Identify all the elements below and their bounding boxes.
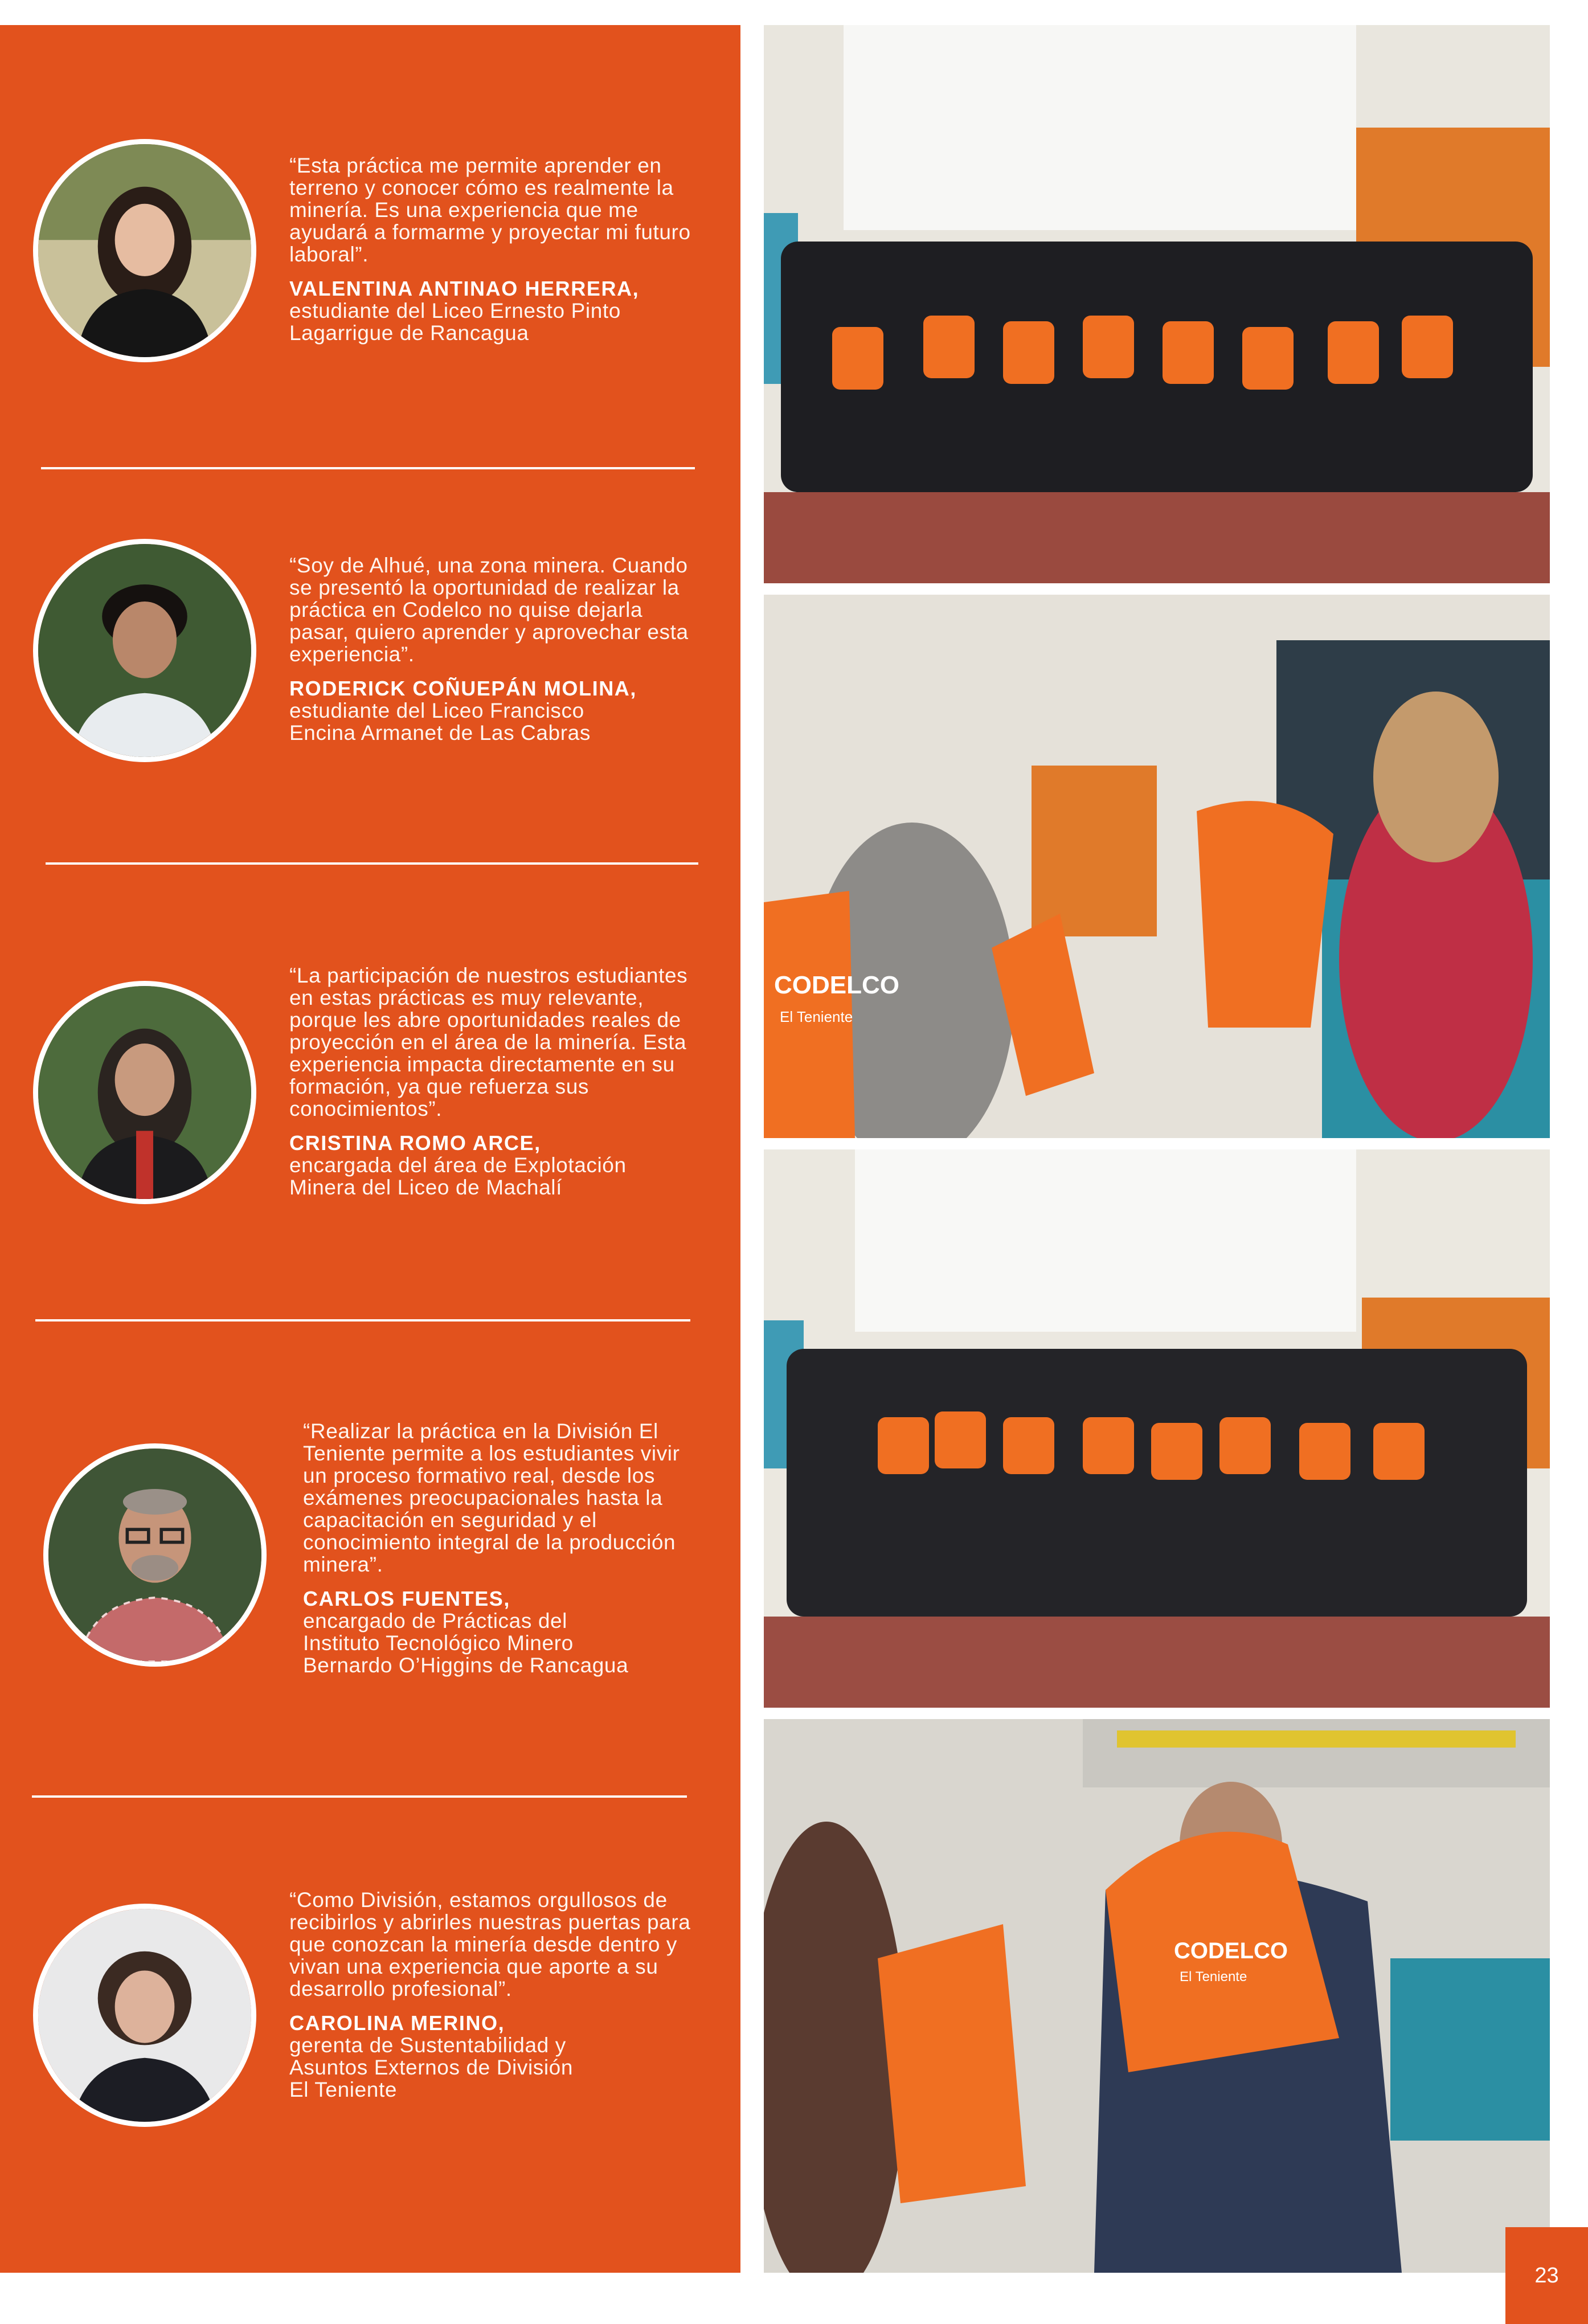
testimonials-panel <box>0 25 740 2273</box>
bag-logo-subtext: El Teniente <box>780 1008 853 1025</box>
portrait-icon <box>38 144 251 357</box>
photo-handover-2 <box>764 1719 1550 2273</box>
avatar-valentina <box>33 139 256 362</box>
person-role: encargada del área de Explotación Minera del Liceo de Machalí <box>289 1153 627 1199</box>
quote-text: “Soy de Alhué, una zona minera. Cuando se presentó la oportunidad de realizar la práctica en Codelco no quise dejarla pasar, quiero aprender y aprovechar esta experiencia”. <box>289 554 689 666</box>
quote-text: “Esta práctica me permite aprender en terreno y conocer cómo es realmente la minería. Es una experiencia que me ayudará a formarme y proyectar mi futuro laboral”. <box>289 154 691 266</box>
quote-block-1 <box>289 154 699 344</box>
bag-logo-subtext: El Teniente <box>1180 1969 1247 1985</box>
portrait-icon <box>38 1909 251 2122</box>
bag-logo-text: CODELCO <box>1174 1938 1288 1963</box>
portrait-icon <box>38 544 251 757</box>
person-name: CAROLINA MERINO, <box>289 2011 505 2035</box>
person-name: CRISTINA ROMO ARCE, <box>289 1131 541 1155</box>
divider-3 <box>35 1319 690 1321</box>
person-role: estudiante del Liceo Ernesto Pinto Lagarrigue de Rancagua <box>289 299 621 345</box>
divider-2 <box>46 862 698 865</box>
group-photo-icon <box>764 1149 1550 1708</box>
bag-handover-photo-icon <box>764 1719 1550 2273</box>
person-role: estudiante del Liceo Francisco Encina Armanet de Las Cabras <box>289 699 591 744</box>
quote-text: “La participación de nuestros estudiantes en estas prácticas es muy relevante, porque les abre oportunidades reales de proyección en el área de la minería. Esta experiencia impacta directamente en su formación, ya que refuerza sus conocimientos”. <box>289 964 688 1120</box>
quote-block-3 <box>289 964 699 1198</box>
photo-handover-1 <box>764 595 1550 1138</box>
quote-block-4 <box>303 1420 702 1676</box>
person-name: CARLOS FUENTES, <box>303 1587 511 1610</box>
avatar-carolina <box>33 1904 256 2127</box>
group-photo-icon <box>764 25 1550 583</box>
person-name: VALENTINA ANTINAO HERRERA, <box>289 277 640 300</box>
divider-4 <box>32 1795 687 1798</box>
quote-block-2 <box>289 554 699 744</box>
avatar-carlos <box>43 1443 267 1667</box>
avatar-roderick <box>33 539 256 762</box>
bag-logo-text: CODELCO <box>774 971 899 999</box>
person-role: encargado de Prácticas del Instituto Tecnológico Minero Bernardo O’Higgins de Rancagua <box>303 1609 629 1677</box>
person-name: RODERICK COÑUEPÁN MOLINA, <box>289 677 637 700</box>
quote-text: “Como División, estamos orgullosos de recibirlos y abrirles nuestras puertas para que conozcan la minería desde dentro y vivan una experiencia que aporte a su desarrollo profesional”. <box>289 1888 691 2000</box>
quote-text: “Realizar la práctica en la División El Teniente permite a los estudiantes vivir un proceso formativo real, desde los exámenes preocupacionales hasta la capacitación en seguridad y el conocimiento integral de la producción minera”. <box>303 1419 680 1576</box>
bag-handover-photo-icon <box>764 595 1550 1138</box>
person-role: gerenta de Sustentabilidad y Asuntos Externos de División El Teniente <box>289 2034 574 2101</box>
portrait-icon <box>38 986 251 1199</box>
page-number: 23 <box>1505 2227 1588 2324</box>
divider-1 <box>41 467 695 469</box>
quote-block-5 <box>289 1889 699 2101</box>
avatar-cristina <box>33 981 256 1204</box>
portrait-icon <box>48 1449 261 1662</box>
photo-group-1 <box>764 25 1550 583</box>
photo-group-2 <box>764 1149 1550 1708</box>
